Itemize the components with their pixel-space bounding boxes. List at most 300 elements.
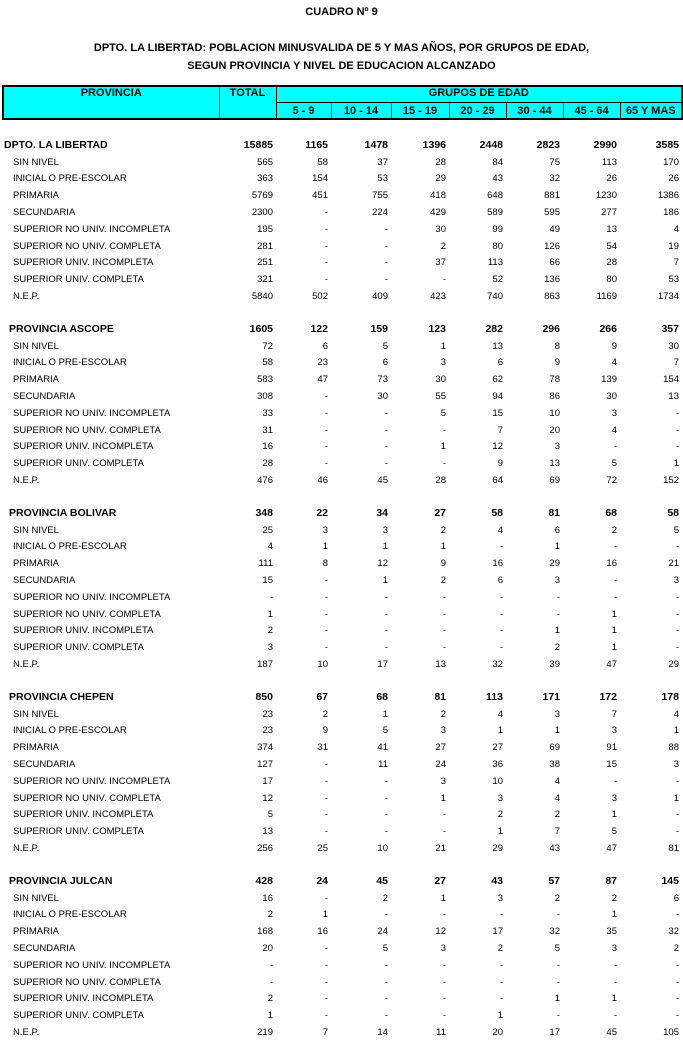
value-cell: - — [675, 1010, 679, 1022]
education-level-label: SECUNDARIA — [13, 391, 76, 403]
value-cell: 1 — [497, 725, 503, 737]
education-level-label: SUPERIOR NO UNIV. INCOMPLETA — [13, 407, 171, 419]
table-row — [2, 255, 681, 272]
col-header-age-group: 65 Y MAS — [620, 103, 682, 120]
value-cell: 28 — [262, 458, 273, 470]
value-cell: 1 — [267, 608, 273, 620]
value-cell: 73 — [377, 374, 388, 386]
value-cell: 1 — [611, 993, 617, 1005]
value-cell: 13 — [549, 458, 560, 470]
value-cell: 2 — [440, 575, 446, 587]
value-cell: - — [442, 909, 446, 921]
value-cell: 45 — [377, 475, 388, 487]
table-row — [2, 906, 681, 923]
value-cell: 62 — [492, 374, 503, 386]
value-cell: 25 — [317, 842, 328, 854]
value-cell: 1386 — [657, 190, 679, 202]
spacer-row — [2, 305, 681, 321]
value-cell: 7 — [554, 826, 560, 838]
value-cell: 11 — [378, 758, 388, 770]
value-cell: 47 — [317, 374, 328, 386]
value-cell: - — [384, 441, 388, 453]
education-level-label: N.E.P. — [13, 291, 40, 303]
value-cell: - — [384, 257, 388, 269]
value-cell: 111 — [258, 558, 273, 570]
value-cell: - — [384, 591, 388, 603]
education-level-label: SIN NIVEL — [13, 156, 59, 168]
education-level-label: PRIMARIA — [13, 374, 59, 386]
education-level-label: SIN NIVEL — [13, 892, 59, 904]
value-cell: - — [442, 993, 446, 1005]
value-cell: - — [324, 959, 328, 971]
value-cell: 4 — [267, 541, 273, 553]
value-cell: 80 — [492, 240, 503, 252]
value-cell: 1230 — [595, 190, 617, 202]
value-cell: 105 — [663, 1026, 679, 1038]
value-cell: 476 — [257, 475, 273, 487]
value-cell: 80 — [606, 274, 617, 286]
value-cell: 68 — [605, 507, 617, 520]
value-cell: 3 — [267, 642, 273, 654]
value-cell: 24 — [435, 758, 446, 770]
education-level-label: N.E.P. — [13, 842, 40, 854]
value-cell: - — [675, 826, 679, 838]
value-cell: 1 — [611, 809, 617, 821]
value-cell: 20 — [549, 424, 560, 436]
table-row — [2, 974, 681, 991]
table-row — [2, 890, 681, 907]
value-cell: 2 — [267, 625, 273, 637]
value-cell: 30 — [377, 391, 388, 403]
value-cell: - — [269, 591, 273, 603]
education-level-label: SUPERIOR UNIV. INCOMPLETA — [13, 809, 154, 821]
value-cell: - — [499, 959, 503, 971]
value-cell: 6 — [673, 892, 679, 904]
value-cell: 25 — [262, 524, 273, 536]
value-cell: 1165 — [305, 139, 328, 152]
group-total-row — [2, 689, 681, 706]
value-cell: 12 — [435, 926, 446, 938]
value-cell: 7 — [673, 357, 679, 369]
value-cell: 32 — [549, 926, 560, 938]
value-cell: - — [556, 608, 560, 620]
table-row — [2, 455, 681, 472]
value-cell: - — [613, 591, 617, 603]
value-cell: - — [384, 1010, 388, 1022]
value-cell: 3 — [554, 575, 560, 587]
value-cell: 428 — [255, 875, 273, 888]
col-header-age-group: 30 - 44 — [506, 103, 563, 120]
value-cell: - — [384, 407, 388, 419]
value-cell: - — [324, 758, 328, 770]
education-level-label: SECUNDARIA — [13, 575, 76, 587]
value-cell: - — [324, 1010, 328, 1022]
education-level-label: SUPERIOR UNIV. COMPLETA — [13, 274, 144, 286]
value-cell: 43 — [491, 875, 503, 888]
value-cell: 3 — [440, 775, 446, 787]
value-cell: 3 — [611, 792, 617, 804]
group-total-row — [2, 137, 681, 154]
value-cell: 126 — [544, 240, 560, 252]
value-cell: 423 — [430, 291, 446, 303]
value-cell: - — [613, 1010, 617, 1022]
value-cell: - — [675, 809, 679, 821]
value-cell: 740 — [487, 291, 503, 303]
value-cell: 13 — [435, 659, 446, 670]
table-row — [2, 1007, 681, 1024]
table-row — [2, 606, 681, 623]
value-cell: 55 — [435, 391, 446, 403]
value-cell: 755 — [372, 190, 388, 202]
table-row — [2, 656, 681, 673]
value-cell: 10 — [492, 775, 503, 787]
value-cell: - — [269, 959, 273, 971]
table-row — [2, 790, 681, 807]
value-cell: 4 — [497, 708, 503, 720]
value-cell: 29 — [492, 842, 503, 854]
value-cell: 1605 — [249, 323, 273, 336]
value-cell: 1 — [554, 993, 560, 1005]
value-cell: 99 — [492, 223, 503, 235]
value-cell: 5 — [673, 524, 679, 536]
value-cell: 69 — [549, 742, 560, 754]
col-header-age-group: 20 - 29 — [449, 103, 506, 120]
value-cell: 565 — [257, 156, 273, 168]
value-cell: - — [675, 608, 679, 620]
value-cell: 15 — [492, 407, 503, 419]
value-cell: 595 — [544, 207, 560, 219]
value-cell: - — [499, 541, 503, 553]
value-cell: 23 — [262, 708, 273, 720]
value-cell: 14 — [377, 1026, 388, 1038]
value-cell: - — [675, 642, 679, 654]
value-cell: 12 — [377, 558, 388, 570]
title-line-2: SEGUN PROVINCIA Y NIVEL DE EDUCACION ALCANZADO — [187, 60, 496, 72]
value-cell: 139 — [601, 374, 617, 386]
value-cell: 5 — [554, 942, 560, 954]
value-cell: 46 — [317, 475, 328, 487]
value-cell: 22 — [316, 507, 328, 520]
table-row — [2, 288, 681, 305]
value-cell: 1 — [611, 909, 617, 921]
value-cell: - — [324, 809, 328, 821]
value-cell: 81 — [434, 691, 446, 704]
value-cell: 113 — [486, 691, 503, 704]
col-header-age-group: 45 - 64 — [563, 103, 620, 120]
spacer-row — [2, 857, 681, 873]
table-row — [2, 639, 681, 656]
value-cell: 78 — [549, 374, 560, 386]
table-row — [2, 388, 681, 405]
value-cell: 1 — [382, 541, 388, 553]
value-cell: - — [324, 591, 328, 603]
value-cell: - — [442, 976, 446, 988]
value-cell: - — [675, 407, 679, 419]
value-cell: 123 — [428, 323, 446, 336]
value-cell: 1478 — [364, 139, 388, 152]
value-cell: 38 — [549, 758, 560, 770]
value-cell: 17 — [377, 659, 388, 670]
value-cell: - — [324, 792, 328, 804]
value-cell: 3 — [440, 942, 446, 954]
value-cell: 308 — [257, 391, 273, 403]
value-cell: 28 — [435, 156, 446, 168]
value-cell: 3 — [673, 758, 679, 770]
value-cell: 2448 — [479, 139, 503, 152]
value-cell: - — [269, 976, 273, 988]
value-cell: 49 — [549, 223, 560, 235]
value-cell: 9 — [497, 458, 503, 470]
value-cell: 86 — [549, 391, 560, 403]
value-cell: 1 — [554, 625, 560, 637]
value-cell: 113 — [601, 156, 617, 168]
value-cell: 36 — [492, 758, 503, 770]
value-cell: 1169 — [596, 291, 617, 303]
value-cell: 28 — [435, 475, 446, 487]
value-cell: 1 — [611, 625, 617, 637]
value-cell: 2 — [322, 708, 328, 720]
value-cell: 1 — [673, 725, 679, 737]
value-cell: 41 — [377, 742, 388, 754]
group-name: PROVINCIA ASCOPE — [9, 323, 114, 336]
value-cell: 16 — [317, 926, 328, 938]
value-cell: 5 — [382, 942, 388, 954]
value-cell: 2823 — [536, 139, 560, 152]
value-cell: 7 — [497, 424, 503, 436]
value-cell: 1 — [382, 708, 388, 720]
value-cell: 27 — [434, 875, 446, 888]
value-cell: 1396 — [422, 139, 446, 152]
value-cell: 67 — [316, 691, 328, 704]
table-row — [2, 472, 681, 489]
value-cell: 113 — [487, 257, 503, 269]
value-cell: 20 — [492, 1026, 503, 1038]
value-cell: - — [384, 458, 388, 470]
value-cell: - — [613, 775, 617, 787]
value-cell: 13 — [262, 826, 273, 838]
value-cell: - — [613, 976, 617, 988]
value-cell: 3 — [673, 575, 679, 587]
value-cell: 87 — [605, 875, 617, 888]
education-level-label: SECUNDARIA — [13, 942, 76, 954]
education-level-label: SUPERIOR UNIV. COMPLETA — [13, 1010, 144, 1022]
table-row — [2, 338, 681, 355]
value-cell: 30 — [668, 340, 679, 352]
value-cell: 94 — [492, 391, 503, 403]
value-cell: - — [442, 826, 446, 838]
value-cell: 1 — [611, 642, 617, 654]
value-cell: 6 — [382, 357, 388, 369]
group-total-row — [2, 505, 681, 522]
value-cell: - — [442, 959, 446, 971]
value-cell: 2990 — [593, 139, 617, 152]
value-cell: 15 — [262, 575, 273, 587]
value-cell: 7 — [673, 257, 679, 269]
value-cell: 58 — [667, 507, 679, 520]
value-cell: 5769 — [251, 190, 273, 202]
col-header-grupos-de-edad: GRUPOS DE EDAD — [276, 86, 682, 103]
value-cell: - — [384, 625, 388, 637]
table-row — [2, 706, 681, 723]
value-cell: - — [384, 642, 388, 654]
table-row — [2, 589, 681, 606]
value-cell: 81 — [548, 507, 560, 520]
table-row — [2, 238, 681, 255]
group-name: PROVINCIA CHEPEN — [9, 691, 114, 704]
table-row — [2, 187, 681, 204]
value-cell: 2 — [611, 524, 617, 536]
value-cell: - — [324, 207, 328, 219]
value-cell: - — [324, 274, 328, 286]
value-cell: - — [499, 625, 503, 637]
table-row — [2, 756, 681, 773]
value-cell: - — [384, 809, 388, 821]
education-level-label: SUPERIOR UNIV. COMPLETA — [13, 642, 144, 654]
value-cell: 187 — [257, 659, 273, 670]
value-cell: 1 — [440, 541, 446, 553]
value-cell: 31 — [317, 742, 328, 754]
value-cell: 34 — [376, 507, 388, 520]
value-cell: - — [324, 424, 328, 436]
col-header-age-group: 10 - 14 — [331, 103, 391, 120]
education-level-label: SECUNDARIA — [13, 758, 76, 770]
value-cell: - — [324, 575, 328, 587]
value-cell: 363 — [257, 173, 273, 185]
value-cell: 282 — [485, 323, 503, 336]
value-cell: 16 — [262, 441, 273, 453]
value-cell: 418 — [430, 190, 446, 202]
table-row — [2, 806, 681, 823]
value-cell: - — [384, 993, 388, 1005]
table-row — [2, 221, 681, 238]
value-cell: 1 — [440, 441, 446, 453]
value-cell: - — [675, 625, 679, 637]
education-level-label: SUPERIOR NO UNIV. INCOMPLETA — [13, 591, 171, 603]
table-row — [2, 271, 681, 288]
value-cell: 296 — [542, 323, 560, 336]
value-cell: 35 — [606, 926, 617, 938]
education-level-label: INICIAL O PRE-ESCOLAR — [13, 909, 127, 921]
value-cell: - — [442, 642, 446, 654]
value-cell: 23 — [317, 357, 328, 369]
value-cell: 4 — [611, 357, 617, 369]
value-cell: 6 — [497, 357, 503, 369]
table-row — [2, 572, 681, 589]
value-cell: 37 — [377, 156, 388, 168]
value-cell: 27 — [435, 742, 446, 754]
value-cell: 1 — [440, 892, 446, 904]
education-level-label: SUPERIOR NO UNIV. INCOMPLETA — [13, 959, 171, 971]
value-cell: 409 — [372, 291, 388, 303]
table-header — [2, 85, 683, 120]
value-cell: 17 — [549, 1026, 560, 1038]
value-cell: 281 — [257, 240, 273, 252]
group-name: PROVINCIA JULCAN — [9, 875, 113, 888]
table-row — [2, 940, 681, 957]
value-cell: 3 — [554, 441, 560, 453]
table-row — [2, 539, 681, 556]
value-cell: 863 — [544, 291, 560, 303]
value-cell: 53 — [668, 274, 679, 286]
value-cell: 47 — [606, 842, 617, 854]
value-cell: 9 — [611, 340, 617, 352]
value-cell: 17 — [262, 775, 273, 787]
value-cell: - — [384, 792, 388, 804]
value-cell: 1 — [382, 575, 388, 587]
value-cell: 8 — [322, 558, 328, 570]
value-cell: 30 — [606, 391, 617, 403]
value-cell: 2 — [611, 892, 617, 904]
value-cell: 66 — [549, 257, 560, 269]
col-header-age-group: 5 - 9 — [276, 103, 331, 120]
value-cell: - — [499, 608, 503, 620]
value-cell: - — [384, 909, 388, 921]
title-line-1: DPTO. LA LIBERTAD: POBLACION MINUSVALIDA DE 5 Y MAS AÑOS, POR GRUPOS DE EDAD, — [93, 42, 590, 54]
value-cell: - — [324, 407, 328, 419]
education-level-label: N.E.P. — [13, 475, 40, 487]
value-cell: - — [613, 959, 617, 971]
value-cell: - — [675, 909, 679, 921]
value-cell: - — [324, 391, 328, 403]
value-cell: 170 — [663, 156, 679, 168]
value-cell: 136 — [544, 274, 560, 286]
value-cell: - — [324, 257, 328, 269]
col-header-total: TOTAL — [219, 86, 276, 119]
value-cell: 1 — [673, 792, 679, 804]
value-cell: 186 — [663, 207, 679, 219]
value-cell: - — [324, 458, 328, 470]
value-cell: 171 — [542, 691, 560, 704]
value-cell: - — [675, 976, 679, 988]
value-cell: 4 — [611, 424, 617, 436]
value-cell: - — [613, 441, 617, 453]
value-cell: 1734 — [657, 291, 679, 303]
education-level-label: PRIMARIA — [13, 190, 59, 202]
value-cell: 3 — [382, 524, 388, 536]
table-row — [2, 840, 681, 857]
value-cell: - — [556, 591, 560, 603]
value-cell: - — [675, 993, 679, 1005]
education-level-label: SUPERIOR NO UNIV. COMPLETA — [13, 976, 161, 988]
value-cell: 30 — [435, 223, 446, 235]
value-cell: 357 — [661, 323, 679, 336]
table-row — [2, 957, 681, 974]
value-cell: 43 — [492, 173, 503, 185]
table-row — [2, 923, 681, 940]
value-cell: 1 — [554, 725, 560, 737]
value-cell: 58 — [491, 507, 503, 520]
value-cell: 3 — [322, 524, 328, 536]
value-cell: - — [442, 591, 446, 603]
value-cell: - — [384, 959, 388, 971]
value-cell: - — [324, 625, 328, 637]
table-number: CUADRO Nº 9 — [305, 6, 378, 18]
value-cell: 3 — [440, 357, 446, 369]
value-cell: 27 — [492, 742, 503, 754]
value-cell: 32 — [668, 926, 679, 938]
value-cell: 4 — [673, 223, 679, 235]
value-cell: 2 — [497, 809, 503, 821]
education-level-label: SIN NIVEL — [13, 340, 59, 352]
col-header-provincia: PROVINCIA — [3, 86, 219, 119]
value-cell: 152 — [663, 475, 679, 487]
value-cell: 13 — [492, 340, 503, 352]
value-cell: - — [442, 1010, 446, 1022]
value-cell: 1 — [497, 826, 503, 838]
value-cell: 881 — [544, 190, 560, 202]
value-cell: - — [384, 608, 388, 620]
education-level-label: SUPERIOR UNIV. COMPLETA — [13, 458, 144, 470]
